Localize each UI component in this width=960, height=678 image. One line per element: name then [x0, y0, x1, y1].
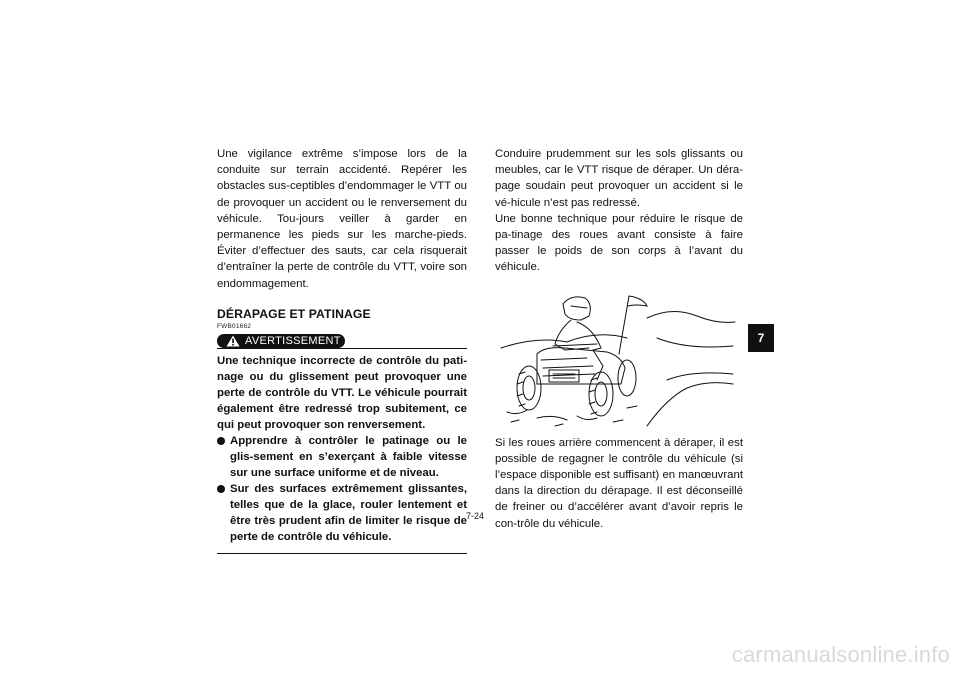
warning-badge [217, 334, 345, 348]
warning-bullet-text: Sur des surfaces extrêmement glissantes, telles que de la glace, rouler lentement et être très prudent afin de limiter le risque de perte de contrôle du véhicule. [230, 482, 467, 543]
warning-bullet-item [217, 481, 467, 545]
bullet-icon [217, 437, 225, 445]
intro-paragraph: Une vigilance extrême s’impose lors de la conduite sur terrain accidenté. Repérer les obstacles sus-ceptibles d’endommager le VTT ou de provoquer un accident ou le renversement du véhicule. Tou-jours veiller à garder en permanence les pieds sur les marche-pieds. Éviter d’effectuer des sauts, car cela risquerait d’entraîner la perte de contrôle du VTT, voire son endommagement. [217, 148, 467, 290]
section-code: FWB01662 [217, 322, 252, 330]
paragraph-rear-skid: Si les roues arrière commencent à déraper, il est possible de regagner le contrôle du véhicule (si l’espace disponible est suffisant) en manœuvrant dans la direction du dérapage. Il est déconseillé de freiner ou d’accélérer avant d’avoir repris le con-trôle du véhicule. [495, 436, 743, 530]
bullet-icon [217, 485, 225, 493]
section-title: DÉRAPAGE ET PATINAGE [217, 306, 371, 321]
atv-rider-illustration [497, 288, 737, 430]
left-column [217, 146, 467, 554]
warning-header [217, 334, 467, 349]
paragraph-slippery-ground: Conduire prudemment sur les sols glissants ou meubles, car le VTT risque de déraper. Un déra-page soudain peut provoquer un accident si le vé-hicule n’est pas redressé. [495, 148, 743, 209]
paragraph-weight-forward: Une bonne technique pour réduire le risque de pa-tinage des roues avant consiste à faire passer le poids de son corps à l’avant du véhicule. [495, 212, 743, 274]
chapter-tab: 7 [748, 324, 774, 352]
warning-bullet-list [217, 433, 467, 545]
warning-text: Une technique incorrecte de contrôle du pati-nage ou du glissement peut provoquer une perte de contrôle du VTT. Le véhicule pourrait également être redressé trop subitement, ce qui peut provoquer son renversement. [217, 354, 467, 431]
page-number: 7-24 [466, 511, 485, 521]
warning-bullet-text: Apprendre à contrôler le patinage ou le glis-sement en s’exerçant à faible vitesse sur une surface uniforme et de niveau. [230, 434, 467, 479]
watermark: carmanualsonline.info [731, 642, 950, 667]
warning-bullet-item [217, 433, 467, 481]
warning-body [217, 349, 467, 545]
right-column [495, 146, 743, 532]
warning-end-rule [217, 553, 467, 554]
warning-triangle-icon [226, 335, 240, 347]
warning-label: AVERTISSEMENT [245, 334, 341, 347]
